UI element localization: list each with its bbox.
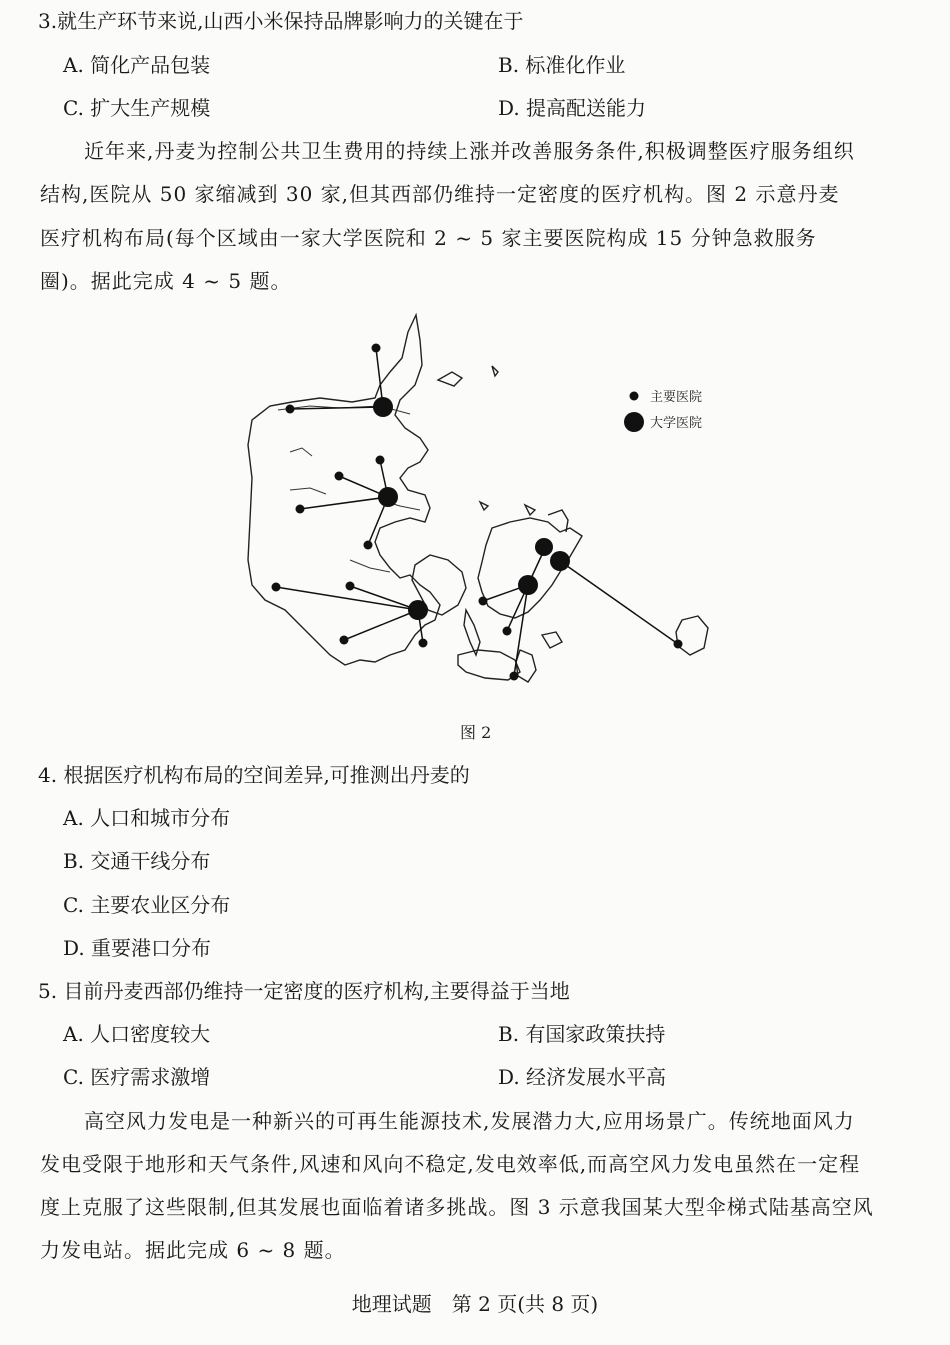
- legend-university-label: 大学医院: [650, 416, 703, 431]
- major-hospital: [419, 639, 428, 648]
- q4-option-d: D. 重要港口分布: [63, 936, 212, 960]
- intro2-line-1: 高空风力发电是一种新兴的可再生能源技术,发展潜力大,应用场景广。传统地面风力: [84, 1109, 855, 1133]
- intro2-line-3: 度上克服了这些限制,但其发展也面临着诸多挑战。图 3 示意我国某大型伞梯式陆基高空风: [40, 1195, 874, 1219]
- major-hospital: [674, 640, 683, 649]
- q5-option-d: D. 经济发展水平高: [498, 1065, 667, 1089]
- page-footer: 地理试题 第 2 页(共 8 页): [351, 1292, 599, 1316]
- major-hospital: [479, 597, 488, 606]
- denmark-coastline: [248, 315, 708, 682]
- major-hospital: [510, 672, 519, 681]
- university-hospital: [378, 487, 398, 507]
- major-hospital: [372, 344, 381, 353]
- q3-option-c: C. 扩大生产规模: [63, 96, 211, 120]
- major-hospital-markers: [272, 344, 683, 681]
- university-hospital-markers: [373, 397, 570, 620]
- q4-option-c: C. 主要农业区分布: [63, 893, 231, 917]
- q4-option-b: B. 交通干线分布: [63, 849, 211, 873]
- major-hospital: [340, 636, 349, 645]
- map-legend: [624, 390, 702, 432]
- q4-stem: 4. 根据医疗机构布局的空间差异,可推测出丹麦的: [38, 763, 470, 787]
- denmark-hospital-map: [230, 310, 730, 695]
- q3-stem: 3.就生产环节来说,山西小米保持品牌影响力的关键在于: [38, 9, 524, 33]
- major-hospital: [286, 405, 295, 414]
- q5-option-c: C. 医疗需求激增: [63, 1065, 211, 1089]
- q5-option-a: A. 人口密度较大: [63, 1022, 211, 1046]
- university-hospital: [518, 575, 538, 595]
- major-hospital: [335, 472, 344, 481]
- major-hospital: [364, 541, 373, 550]
- q3-option-d: D. 提高配送能力: [498, 96, 647, 120]
- university-hospital: [535, 538, 553, 556]
- q3-option-b: B. 标准化作业: [498, 53, 626, 77]
- major-hospital: [376, 456, 385, 465]
- intro2-line-4: 力发电站。据此完成 6 ~ 8 题。: [40, 1238, 346, 1262]
- university-hospital: [373, 397, 393, 417]
- intro1-line-3: 医疗机构布局(每个区域由一家大学医院和 2 ~ 5 家主要医院构成 15 分钟急救服务: [40, 226, 817, 250]
- major-hospital: [272, 583, 281, 592]
- legend-university-hospital-icon: [624, 412, 644, 432]
- q3-option-a: A. 简化产品包装: [63, 53, 211, 77]
- intro1-line-2: 结构,医院从 50 家缩减到 30 家,但其西部仍维持一定密度的医疗机构。图 2 示意丹麦: [40, 182, 840, 206]
- intro1-line-4: 圈)。据此完成 4 ~ 5 题。: [40, 269, 292, 293]
- major-hospital: [503, 627, 512, 636]
- figure-caption: 图 2: [460, 723, 492, 742]
- q5-option-b: B. 有国家政策扶持: [498, 1022, 666, 1046]
- intro2-line-2: 发电受限于地形和天气条件,风速和风向不稳定,发电效率低,而高空风力发电虽然在一定程: [40, 1152, 861, 1176]
- major-hospital: [346, 582, 355, 591]
- university-hospital: [408, 600, 428, 620]
- legend-major-label: 主要医院: [650, 390, 703, 405]
- legend-major-hospital-icon: [630, 392, 639, 401]
- intro1-line-1: 近年来,丹麦为控制公共卫生费用的持续上涨并改善服务条件,积极调整医疗服务组织: [84, 139, 855, 163]
- q5-stem: 5. 目前丹麦西部仍维持一定密度的医疗机构,主要得益于当地: [38, 979, 570, 1003]
- university-hospital: [550, 551, 570, 571]
- connection-lines: [276, 348, 678, 676]
- major-hospital: [296, 505, 305, 514]
- inland-fjords: [278, 406, 420, 572]
- q4-option-a: A. 人口和城市分布: [63, 806, 231, 830]
